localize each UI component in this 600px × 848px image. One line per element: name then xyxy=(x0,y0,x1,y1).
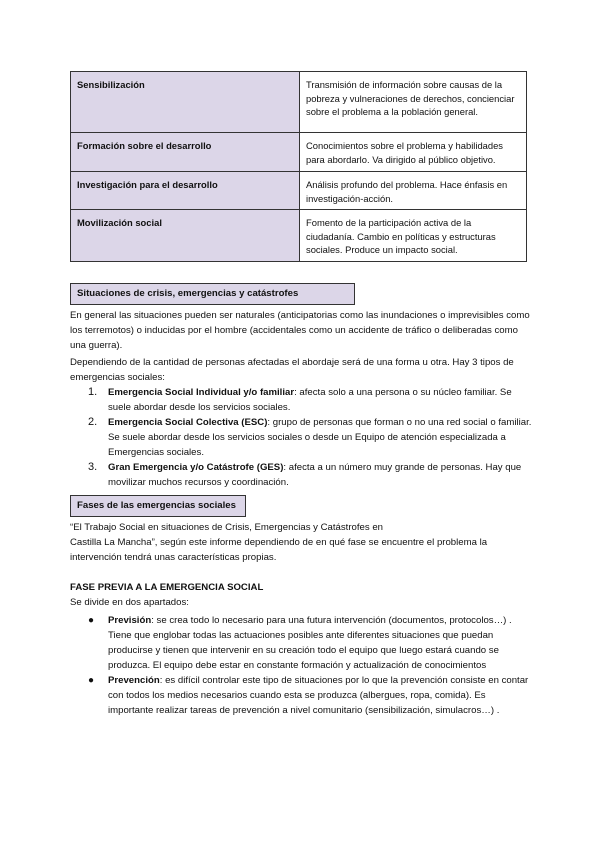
bullet-dot-icon: ● xyxy=(88,675,95,686)
list-number: 2. xyxy=(88,416,98,428)
row-label: Investigación para el desarrollo xyxy=(71,172,300,210)
list-item-text: : grupo de personas que forman o no una red social o familiar. Se suele abordar desde los servicios sociales o desde un Equipo de atención especializada a Emergencias sociales. xyxy=(108,417,532,458)
row-description: Análisis profundo del problema. Hace énfasis en investigación-acción. xyxy=(300,172,527,210)
table-row xyxy=(71,210,527,262)
crisis-types-intro: Dependiendo de la cantidad de personas afectadas el abordaje será de una forma u otra. Hay 3 tipos de emergencias sociales: xyxy=(70,357,514,383)
list-number: 1. xyxy=(88,386,98,398)
row-label: Sensibilización xyxy=(71,72,300,133)
list-item xyxy=(70,415,532,460)
bullet-dot-icon: ● xyxy=(88,615,95,626)
phases-intro-line2: Castilla La Mancha”, según este informe dependiendo de en qué fase se encuentre el problema la intervención tendrá unas características propias. xyxy=(70,537,488,563)
emergency-types-list xyxy=(70,385,532,490)
list-item-term: Gran Emergencia y/o Catástrofe (GES) xyxy=(108,462,284,473)
phase-intro: Se divide en dos apartados: xyxy=(70,597,189,608)
table-row xyxy=(71,133,527,172)
list-item xyxy=(70,613,532,673)
list-item-text: : afecta a un número muy grande de personas. Hay que movilizar muchos recursos y coordinación. xyxy=(108,462,522,488)
list-item-term: Previsión xyxy=(108,615,152,626)
list-item-term: Emergencia Social Individual y/o familiar xyxy=(108,387,295,398)
list-number: 3. xyxy=(88,461,98,473)
row-label: Formación sobre el desarrollo xyxy=(71,133,300,172)
list-item xyxy=(70,673,532,718)
list-item-term: Emergencia Social Colectiva (ESC) xyxy=(108,417,268,428)
list-item xyxy=(70,460,532,490)
section-heading-crisis: Situaciones de crisis, emergencias y catástrofes xyxy=(70,283,355,305)
row-description: Fomento de la participación activa de la ciudadanía. Cambio en políticas y estructuras sociales. Produce un impacto social. xyxy=(300,210,527,262)
list-item xyxy=(70,385,532,415)
crisis-paragraph: En general las situaciones pueden ser naturales (anticipatorias como las inundaciones o imprevisibles como los terremotos) o inducidas por el hombre (accidentales como un accidente de tráfico o deliberadas como una guerra). xyxy=(70,310,530,351)
section-heading-phases: Fases de las emergencias sociales xyxy=(70,495,246,517)
list-item-term: Prevención xyxy=(108,675,160,686)
phase-title: FASE PREVIA A LA EMERGENCIA SOCIAL xyxy=(70,582,264,593)
row-description: Transmisión de información sobre causas de la pobreza y vulneraciones de derechos, concienciar sobre el problema a la población general. xyxy=(300,72,527,133)
table-row xyxy=(71,172,527,210)
list-item-text: : es difícil controlar este tipo de situaciones por lo que la prevención consiste en contar con todos los medios necesarios cuando esta se produzca (albergues, ropa, comida). Es importante realizar tareas de prevención a nivel comunitario (sensibilización, simulacros…) . xyxy=(108,675,529,716)
phases-intro-line1: “El Trabajo Social en situaciones de Crisis, Emergencias y Catástrofes en xyxy=(70,522,384,533)
list-item-text: : afecta solo a una persona o su núcleo familiar. Se suele abordar desde los servicios sociales. xyxy=(108,387,512,413)
table-row xyxy=(71,72,527,133)
development-education-table xyxy=(70,71,527,262)
list-item-text: : se crea todo lo necesario para una futura intervención (documentos, protocolos…) . Tiene que englobar todas las actuaciones posibles ante diferentes situaciones que puedan producirse y tienen que intervenir en su creación todo el equipo que luego estará cuando se produzca. El equipo debe estar en constante formación y actualización de conocimientos xyxy=(108,615,512,671)
row-description: Conocimientos sobre el problema y habilidades para abordarlo. Va dirigido al público objetivo. xyxy=(300,133,527,172)
phase-bullet-list xyxy=(70,613,532,718)
row-label: Movilización social xyxy=(71,210,300,262)
